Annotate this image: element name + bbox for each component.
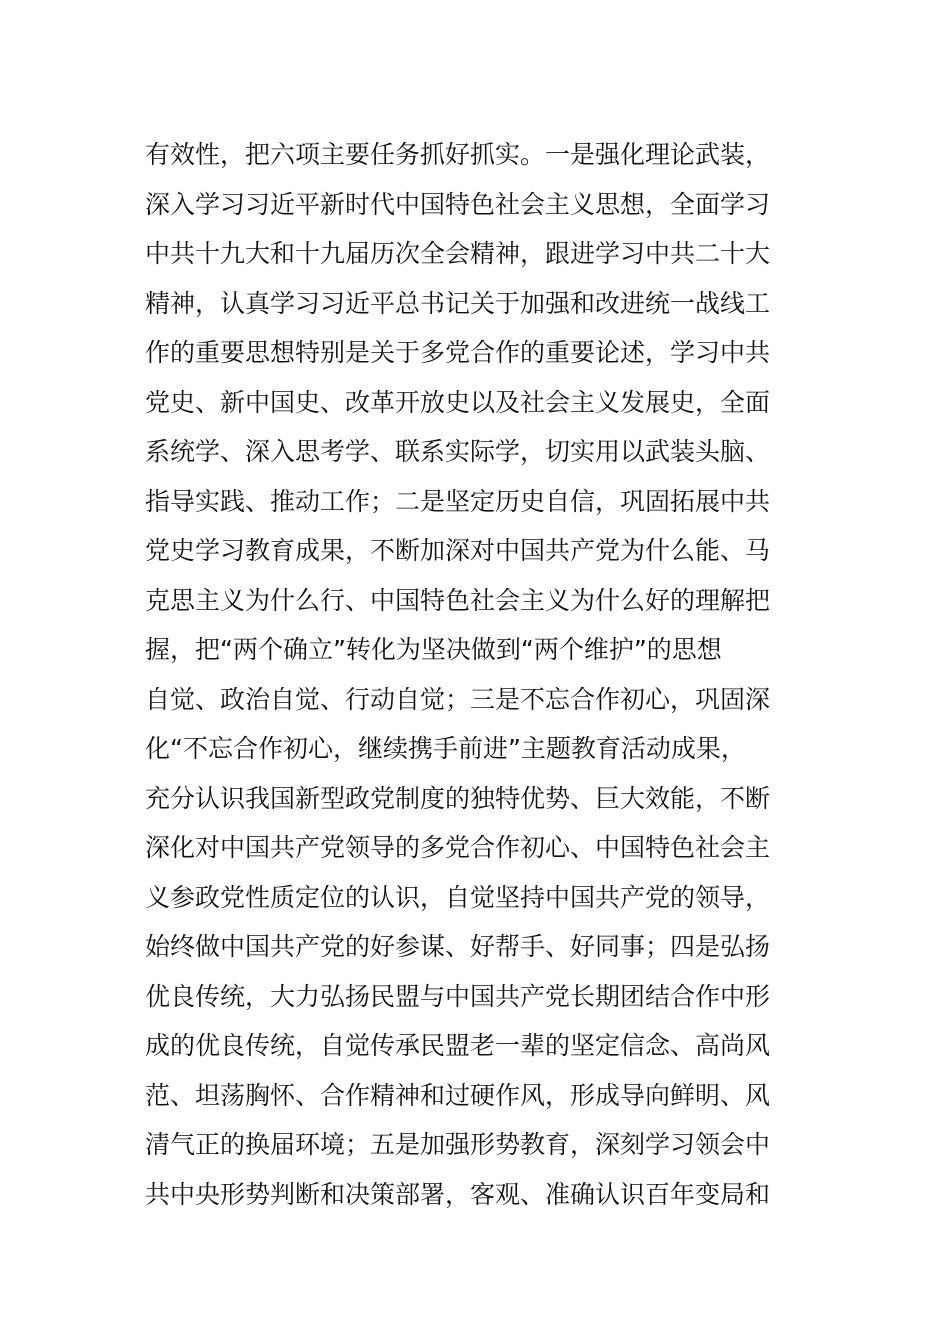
text-line-5: 作的重要思想特别是关于多党合作的重要论述，学习中共 xyxy=(145,338,771,367)
text-line-1: 有效性，把六项主要任务抓好抓实。一是强化理论武装， xyxy=(145,140,771,169)
text-line-13: 化“不忘合作初心，继续携手前进”主题教育活动成果， xyxy=(145,734,746,763)
text-line-15: 深化对中国共产党领导的多党合作初心、中国特色社会主 xyxy=(145,833,771,862)
text-line-14: 充分认识我国新型政党制度的独特优势、巨大效能，不断 xyxy=(145,783,771,813)
text-line-9: 党史学习教育成果，不断加深对中国共产党为什么能、马 xyxy=(145,536,771,565)
text-line-16: 义参政党性质定位的认识，自觉坚持中国共产党的领导， xyxy=(145,882,771,912)
text-line-3: 中共十九大和十九届历次全会精神，跟进学习中共二十大 xyxy=(145,239,771,268)
text-line-8: 指导实践、推动工作；二是坚定历史自信，巩固拓展中共 xyxy=(145,486,771,516)
text-line-20: 范、坦荡胸怀、合作精神和过硬作风，形成导向鲜明、风 xyxy=(145,1080,771,1110)
text-line-18: 优良传统，大力弘扬民盟与中国共产党长期团结合作中形 xyxy=(145,981,771,1011)
text-line-6: 党史、新中国史、改革开放史以及社会主义发展史，全面 xyxy=(145,387,771,417)
text-line-11: 握，把“两个确立”转化为坚决做到“两个维护”的思想 xyxy=(145,635,722,664)
body-paragraph xyxy=(145,130,825,1219)
text-line-22: 共中央形势判断和决策部署，客观、准确认识百年变局和 xyxy=(145,1179,771,1209)
text-line-17: 始终做中国共产党的好参谋、好帮手、好同事；四是弘扬 xyxy=(145,932,771,961)
text-line-10: 克思主义为什么行、中国特色社会主义为什么好的理解把 xyxy=(145,585,771,615)
text-line-4: 精神，认真学习习近平总书记关于加强和改进统一战线工 xyxy=(145,288,771,318)
text-line-21: 清气正的换届环境；五是加强形势教育，深刻学习领会中 xyxy=(145,1130,771,1159)
text-line-2: 深入学习习近平新时代中国特色社会主义思想，全面学习 xyxy=(145,189,771,219)
text-line-12: 自觉、政治自觉、行动自觉；三是不忘合作初心，巩固深 xyxy=(145,684,771,714)
text-line-7: 系统学、深入思考学、联系实际学，切实用以武装头脑、 xyxy=(145,437,771,466)
text-line-19: 成的优良传统，自觉传承民盟老一辈的坚定信念、高尚风 xyxy=(145,1031,771,1060)
